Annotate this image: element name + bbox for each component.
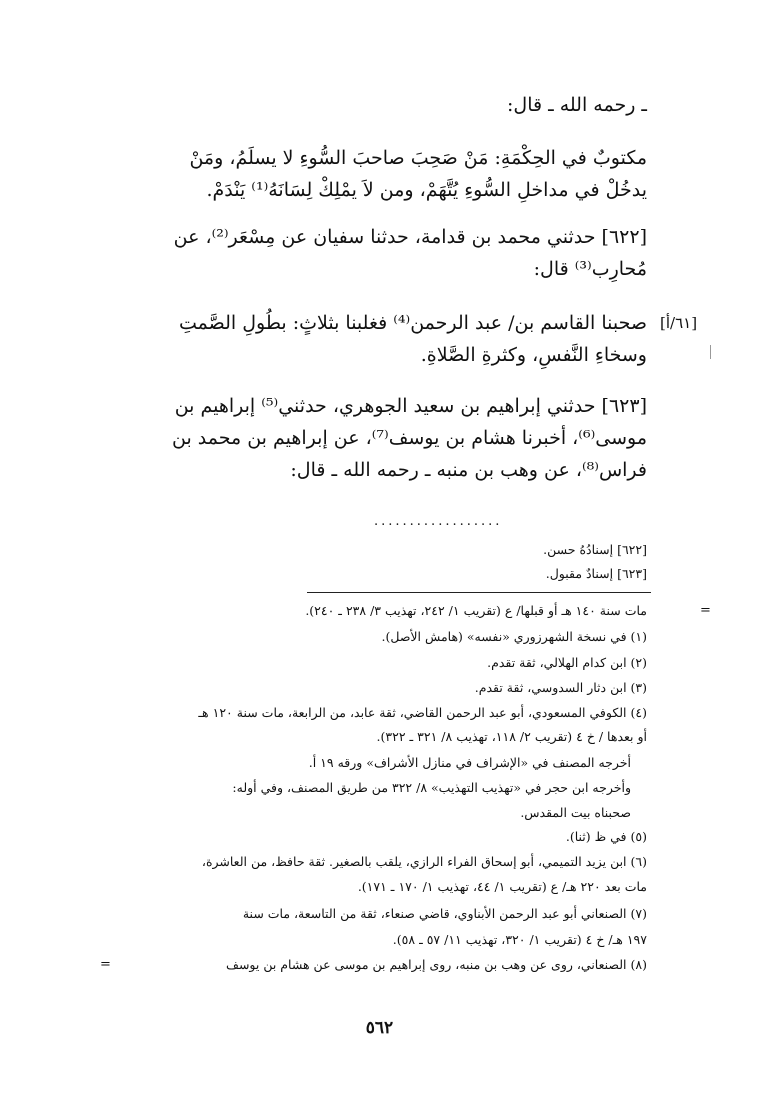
footnote-6-line-2: مات بعد ٢٢٠ هـ/ ع (تقريب ١/ ٤٤، تهذيب ١/ ١٧٠ ـ ١٧١).: [357, 879, 647, 894]
hadith-623-line-2: موسى⁽⁶⁾، أخبرنا هشام بن يوسف⁽⁷⁾، عن إبراهيم بن محمد بن: [171, 427, 647, 449]
footnote-4-line-2: أو بعدها / خ ٤ (تقريب ٢/ ١١٨، تهذيب ٨/ ٣٢١ ـ ٣٢٢).: [376, 729, 647, 744]
body-line-2: مكتوبٌ في الحِكْمَةِ: مَنْ صَحِبَ صاحبَ السُّوءِ لا يسلَمُ، ومَنْ: [189, 147, 647, 169]
footnote-2: (٢) ابن كدام الهلالي، ثقة تقدم.: [487, 655, 647, 670]
hadith-622-line-2: مُحارِب⁽³⁾ قال:: [533, 258, 647, 280]
footnote-6-line-1: (٦) ابن يزيد التميمي، أبو إسحاق الفراء الرازي، يلقب بالصغير. ثقة حافظ، من العاشرة،: [201, 854, 647, 869]
footnote-5: (٥) في ظ (ثنا).: [565, 829, 647, 844]
grading-622: [٦٢٢] إسنادُهُ حسن.: [543, 542, 647, 557]
footnote-3: (٣) ابن دثار السدوسي، ثقة تقدم.: [474, 680, 647, 695]
body-line-7: وسخاءِ النَّفسِ، وكثرةِ الصَّلاةِ.: [420, 344, 647, 366]
body-line-3: يدخُلْ في مداخلِ السُّوءِ يُتَّهَمْ، ومن لاَ يمْلِكْ لِسَانَهُ⁽¹⁾ يَنْدَمْ.: [206, 179, 647, 201]
footnote-4-line-5: صحبناه بيت المقدس.: [520, 805, 631, 820]
body-line-1: ـ رحمه الله ـ قال:: [506, 94, 647, 116]
hadith-623-line-1: [٦٢٣] حدثني إبراهيم بن سعيد الجوهري، حدثني⁽⁵⁾ إبراهيم بن: [174, 395, 647, 417]
footnote-4-line-3: أخرجه المصنف في «الإشراف في منازل الأشراف» ورقه ١٩ أ.: [308, 755, 631, 770]
hadith-623-line-3: فراس⁽⁸⁾، عن وهب بن منبه ـ رحمه الله ـ قال:: [290, 459, 647, 481]
hadith-622-line-1: [٦٢٢] حدثني محمد بن قدامة، حدثنا سفيان عن مِسْعَر⁽²⁾، عن: [173, 226, 647, 248]
page-number: ٥٦٢: [365, 1018, 394, 1038]
footnote-1: (١) في نسخة الشهرزوري «نفسه» (هامش الأصل).: [381, 629, 647, 644]
margin-mark: [710, 345, 711, 359]
footnote-8: (٨) الصنعاني، روى عن وهب بن منبه، روى إبراهيم بن موسى عن هشام بن يوسف: [226, 957, 647, 972]
footnote-7-line-2: ١٩٧ هـ/ خ ٤ (تقريب ١/ ٣٢٠، تهذيب ١١/ ٥٧ ـ ٥٨).: [392, 932, 647, 947]
footnote-7-line-1: (٧) الصنعاني أبو عبد الرحمن الأبناوي، قاضي صنعاء، ثقة من التاسعة، مات سنة: [242, 906, 647, 921]
continuation-mark-start: =: [700, 603, 711, 618]
footnote-4-line-4: وأخرجه ابن حجر في «تهذيب التهذيب» ٨/ ٣٢٢ من طريق المصنف، وفي أوله:: [232, 780, 631, 795]
margin-folio-reference: [٦١/أ]: [660, 314, 698, 332]
footnote-4-line-1: (٤) الكوفي المسعودي، أبو عبد الرحمن القاضي، ثقة عابد، من الرابعة، مات سنة ١٢٠ هـ: [198, 705, 647, 720]
separator-dots: ..................: [374, 514, 503, 529]
footnote-rule: [307, 592, 651, 593]
footnote-continued: مات سنة ١٤٠ هـ أو قبلها/ ع (تقريب ١/ ٢٤٢، تهذيب ٣/ ٢٣٨ ـ ٢٤٠).: [305, 603, 647, 618]
grading-623: [٦٢٣] إسنادٌ مقبول.: [545, 566, 647, 581]
body-line-6: صحبنا القاسم بن/ عبد الرحمن⁽⁴⁾ فغلبنا بثلاثٍ: بطُولِ الصَّمتِ: [178, 312, 647, 334]
continuation-mark-end: =: [100, 957, 111, 972]
